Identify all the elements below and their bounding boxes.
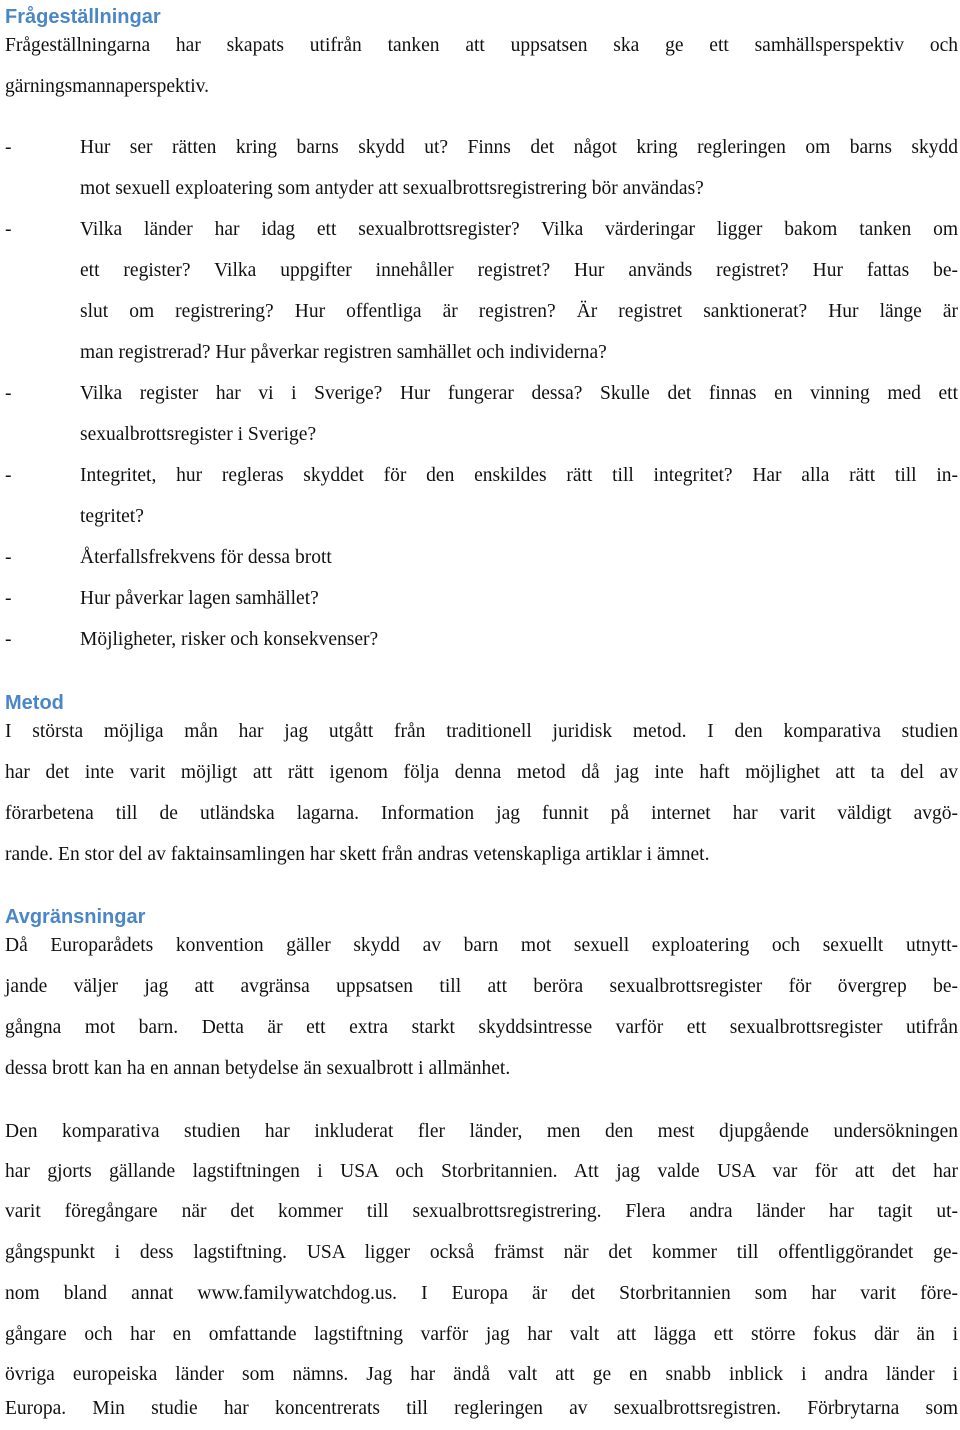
avgransningar-p2-line-1: Den komparativa studien har inkluderat fler länder, men den mest djupgående undersökningen [5, 1121, 958, 1142]
avgransningar-p2-line-8: Europa. Min studie har koncentrerats till regleringen av sexualbrottsregistren. Förbrytarna som [5, 1398, 958, 1419]
section-heading-avgransningar: Avgränsningar [5, 906, 146, 928]
question-item-1-line-2: mot sexuell exploatering som antyder att sexualbrottsregistrering bör användas? [80, 178, 704, 199]
question-item-6-line-1: Hur påverkar lagen samhället? [80, 588, 319, 609]
avgransningar-p2-line-5: nom bland annat www.familywatchdog.us. I Europa är det Storbritannien som har varit före- [5, 1283, 958, 1304]
avgransningar-p1-line-1: Då Europarådets konvention gäller skydd av barn mot sexuell exploatering och sexuellt utnytt- [5, 935, 958, 956]
avgransningar-p1-line-4: dessa brott kan ha en annan betydelse än sexualbrott i allmänhet. [5, 1058, 511, 1079]
avgransningar-p2-line-4: gångspunkt i dess lagstiftning. USA ligger också främst när det kommer till offentliggörandet ge- [5, 1242, 958, 1263]
section-heading-metod: Metod [5, 692, 64, 714]
section-heading-fragestallningar: Frågeställningar [5, 6, 161, 28]
bullet-marker: - [5, 547, 12, 568]
intro-line-2: gärningsmannaperspektiv. [5, 76, 209, 97]
bullet-marker: - [5, 629, 12, 650]
question-item-2-line-2: ett register? Vilka uppgifter innehåller registret? Hur används registret? Hur fattas be- [80, 260, 958, 281]
avgransningar-p2-line-7: övriga europeiska länder som nämns. Jag har ändå valt att ge en snabb inblick i andra länder i [5, 1364, 958, 1385]
question-item-2-line-3: slut om registrering? Hur offentliga är registren? Är registret sanktionerat? Hur länge är [80, 301, 958, 322]
bullet-marker: - [5, 465, 12, 486]
question-item-5-line-1: Återfallsfrekvens för dessa brott [80, 547, 332, 568]
metod-line-2: har det inte varit möjligt att rätt igenom följa denna metod då jag inte haft möjlighet att ta del av [5, 762, 958, 783]
avgransningar-p2-line-3: varit föregångare när det kommer till sexualbrottsregistrering. Flera andra länder har tagit ut- [5, 1201, 958, 1222]
metod-line-1: I största möjliga mån har jag utgått från traditionell juridisk metod. I den komparativa studien [5, 721, 958, 742]
avgransningar-p2-line-6: gångare och har en omfattande lagstiftning varför jag har valt att lägga ett större fokus där än i [5, 1324, 958, 1345]
question-item-2-line-1: Vilka länder har idag ett sexualbrottsregister? Vilka värderingar ligger bakom tanken om [80, 219, 958, 240]
question-item-2-line-4: man registrerad? Hur påverkar registren samhället och individerna? [80, 342, 607, 363]
intro-line-1: Frågeställningarna har skapats utifrån tanken att uppsatsen ska ge ett samhällsperspektiv och [5, 35, 958, 56]
avgransningar-p1-line-3: gångna mot barn. Detta är ett extra starkt skyddsintresse varför ett sexualbrottsregister utifrån [5, 1017, 958, 1038]
bullet-marker: - [5, 588, 12, 609]
metod-line-3: förarbetena till de utländska lagarna. Information jag funnit på internet har varit väldigt avgö- [5, 803, 958, 824]
metod-line-4: rande. En stor del av faktainsamlingen har skett från andras vetenskapliga artiklar i ämnet. [5, 844, 710, 865]
question-item-1-line-1: Hur ser rätten kring barns skydd ut? Finns det något kring regleringen om barns skydd [80, 137, 958, 158]
question-item-4-line-2: tegritet? [80, 506, 144, 527]
question-item-3-line-2: sexualbrottsregister i Sverige? [80, 424, 317, 445]
bullet-marker: - [5, 383, 12, 404]
bullet-marker: - [5, 219, 12, 240]
avgransningar-p1-line-2: jande väljer jag att avgränsa uppsatsen till att beröra sexualbrottsregister för övergrep be- [5, 976, 958, 997]
question-item-3-line-1: Vilka register har vi i Sverige? Hur fungerar dessa? Skulle det finnas en vinning med ett [80, 383, 958, 404]
bullet-marker: - [5, 137, 12, 158]
question-item-7-line-1: Möjligheter, risker och konsekvenser? [80, 629, 379, 650]
question-item-4-line-1: Integritet, hur regleras skyddet för den enskildes rätt till integritet? Har alla rätt till in- [80, 465, 958, 486]
avgransningar-p2-line-2: har gjorts gällande lagstiftningen i USA och Storbritannien. Att jag valde USA var för att det har [5, 1161, 958, 1182]
